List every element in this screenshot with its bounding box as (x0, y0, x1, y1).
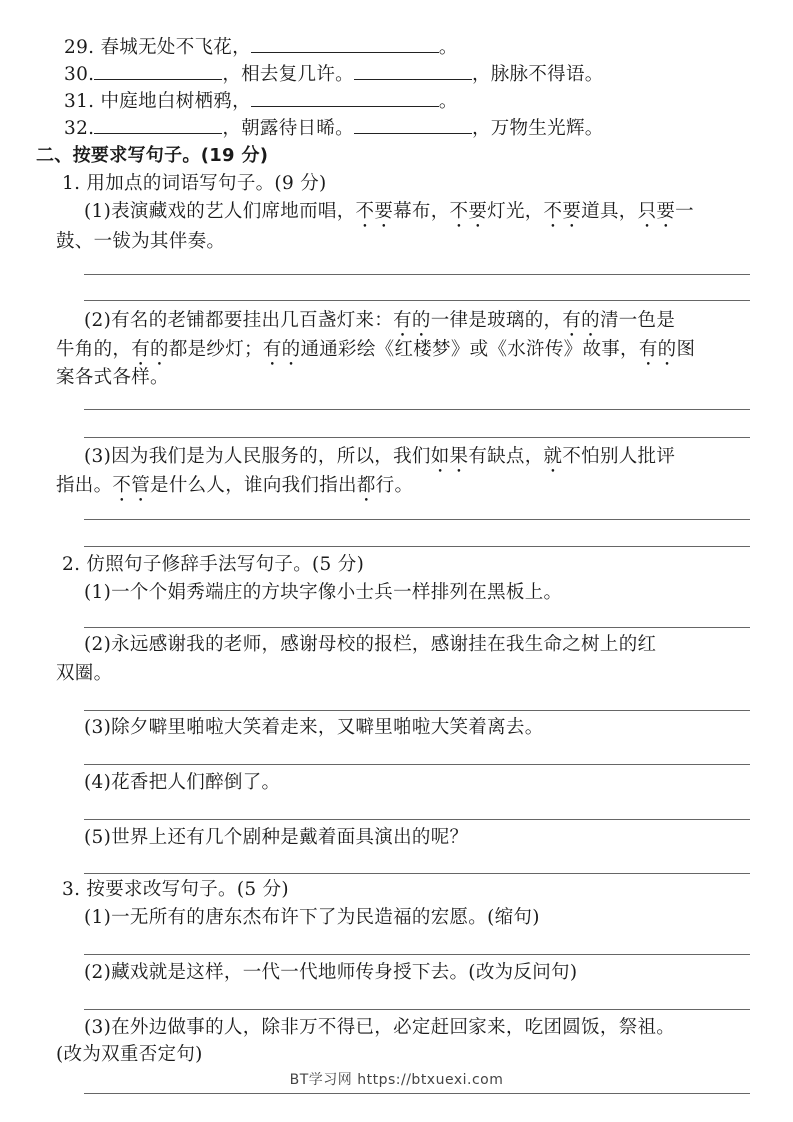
emphasis-word: 都 (356, 475, 376, 496)
question-3-title: 3. 按要求改写句子。(5 分) (62, 879, 289, 900)
emphasis-word: 有的 (562, 310, 600, 331)
answer-blank[interactable] (251, 88, 439, 107)
answer-blank[interactable] (354, 61, 472, 80)
answer-line[interactable] (84, 300, 750, 301)
q1-sentence-2-line-2: 牛角的，有的都是纱灯；有的通通彩绘《红楼梦》或《水浒传》故事，有的图 (56, 339, 696, 360)
emphasis-word: 有的 (262, 339, 301, 360)
answer-line[interactable] (84, 519, 750, 520)
q2-sentence-2-line-1: (2)永远感谢我的老师，感谢母校的报栏，感谢挂在我生命之树上的红 (84, 634, 657, 655)
answer-line[interactable] (84, 274, 750, 275)
emphasis-word: 就 (543, 446, 563, 467)
emphasis-word: 如果 (430, 446, 469, 467)
q1-sentence-3-line-2: 指出。不管是什么人，谁向我们指出都行。 (56, 475, 414, 496)
answer-line[interactable] (84, 764, 750, 765)
emphasis-word: 有的 (393, 310, 431, 331)
poem-line-29: 29. 春城无处不飞花， 。 (64, 34, 458, 60)
poem-line-32: 32. ，朝露待日晞。 ，万物生光辉。 (64, 115, 604, 141)
emphasis-word: 有的 (131, 339, 169, 360)
answer-blank[interactable] (94, 115, 222, 134)
emphasis-word: 只要 (637, 201, 676, 222)
emphasis-word: 不要 (355, 201, 394, 222)
q1-sentence-2-line-3: 案各式各样。 (56, 367, 169, 388)
answer-line[interactable] (84, 409, 750, 410)
answer-line[interactable] (84, 437, 750, 438)
emphasis-word: 不要 (543, 201, 582, 222)
answer-line[interactable] (84, 627, 750, 628)
answer-line[interactable] (84, 710, 750, 711)
answer-line[interactable] (84, 546, 750, 547)
answer-line[interactable] (84, 1009, 750, 1010)
section-heading: 二、按要求写句子。(19 分) (36, 145, 269, 166)
answer-line[interactable] (84, 819, 750, 820)
answer-line[interactable] (84, 873, 750, 874)
question-2-title: 2. 仿照句子修辞手法写句子。(5 分) (62, 554, 365, 575)
q2-sentence-2-line-2: 双圈。 (56, 663, 113, 684)
answer-blank[interactable] (251, 34, 439, 53)
q1-sentence-1-line-2: 鼓、一钹为其伴奏。 (56, 231, 226, 252)
q1-sentence-1-line-1: (1)表演藏戏的艺人们席地而唱，不要幕布，不要灯光，不要道具，只要一 (84, 201, 694, 222)
q1-sentence-2-line-1: (2)有名的老铺都要挂出几百盏灯来：有的一律是玻璃的，有的清一色是 (84, 310, 676, 331)
q2-sentence-4: (4)花香把人们醉倒了。 (84, 772, 281, 793)
answer-blank[interactable] (94, 61, 222, 80)
q1-sentence-3-line-1: (3)因为我们是为人民服务的，所以，我们如果有缺点，就不怕别人批评 (84, 446, 676, 467)
q3-sentence-2: (2)藏戏就是这样，一代一代地师传身授下去。(改为反问句) (84, 962, 578, 983)
emphasis-word: 不要 (449, 201, 488, 222)
emphasis-word: 不管 (112, 475, 151, 496)
q3-sentence-3-line-2: (改为双重否定句) (56, 1044, 203, 1065)
q2-sentence-5: (5)世界上还有几个剧种是戴着面具演出的呢？ (84, 827, 469, 848)
emphasis-word: 有的 (638, 339, 677, 360)
q3-sentence-1: (1)一无所有的唐东杰布许下了为民造福的宏愿。(缩句) (84, 907, 540, 928)
q2-sentence-1: (1)一个个娟秀端庄的方块字像小士兵一样排列在黑板上。 (84, 582, 563, 603)
q2-sentence-3: (3)除夕噼里啪啦大笑着走来，又噼里啪啦大笑着离去。 (84, 717, 544, 738)
poem-line-31: 31. 中庭地白树栖鸦， 。 (64, 88, 458, 114)
answer-blank[interactable] (354, 115, 472, 134)
poem-line-30: 30. ，相去复几许。 ，脉脉不得语。 (64, 61, 604, 87)
answer-line[interactable] (84, 1093, 750, 1094)
answer-line[interactable] (84, 954, 750, 955)
q3-sentence-3-line-1: (3)在外边做事的人，除非万不得已，必定赶回家来，吃团圆饭，祭祖。 (84, 1017, 676, 1038)
question-1-title: 1. 用加点的词语写句子。(9 分) (62, 173, 327, 194)
footer-watermark: BT学习网 https://btxuexi.com (289, 1072, 504, 1088)
